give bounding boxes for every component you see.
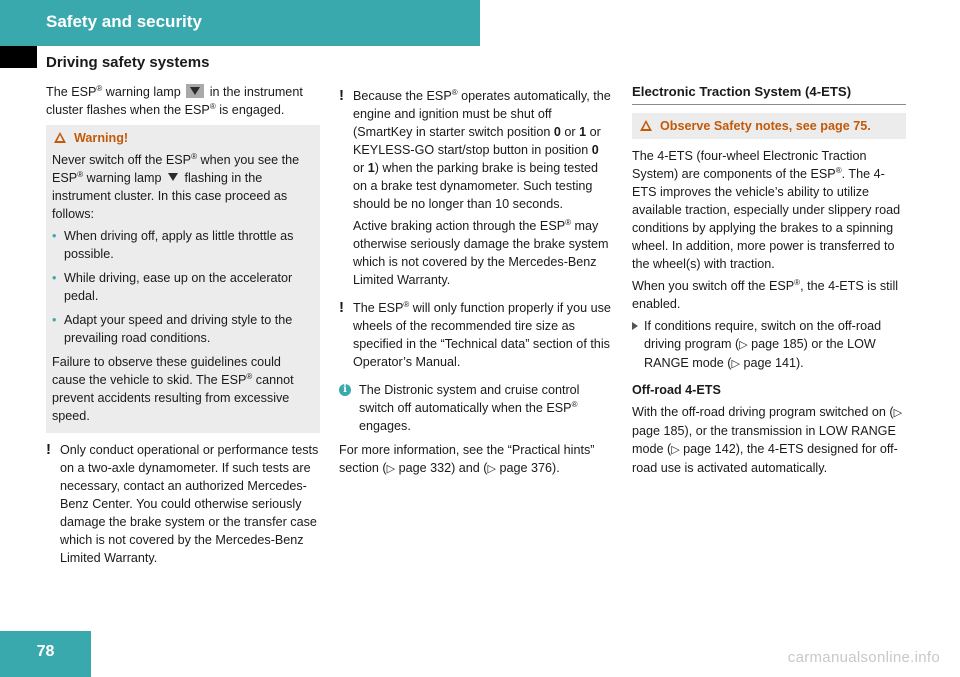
- page-number-box: [0, 631, 91, 677]
- info-icon: i: [339, 384, 351, 396]
- caution-note-continued: Active braking action through the ESP® may otherwise seriously damage the brake system which is not covered by the Mercedes-Benz Limited Warranty.: [353, 217, 609, 287]
- column-3: [632, 83, 906, 481]
- warning-text: Never switch off the ESP® when you see the ESP® warning lamp flashing in the instrument cluster. In this case proceed as follows:: [52, 151, 300, 221]
- instruction-step: If conditions require, switch on the off-road driving program (▷ page 185) or the LOW RANGE mode (▷ page 141).: [632, 317, 906, 373]
- exclamation-icon: !: [46, 441, 51, 458]
- esp-warning-lamp-icon: [186, 84, 204, 98]
- ets-esp-off: When you switch off the ESP®, the 4-ETS is still enabled.: [632, 277, 899, 311]
- exclamation-icon: !: [339, 87, 344, 104]
- warning-box: [46, 125, 320, 433]
- list-item: • While driving, ease up on the accelerator pedal.: [52, 271, 293, 303]
- watermark: carmanualsonline.info: [787, 649, 940, 666]
- step-arrow-icon: [632, 317, 644, 373]
- ets-description: The 4-ETS (four-wheel Electronic Traction System) are components of the ESP®. The 4-ETS improves the vehicle’s ability to utilize available traction, especially under slippery road conditions by applying the brakes to a spinning wheel. In addition, more power is transferred to the wheel(s) with traction.: [632, 149, 901, 271]
- esp-intro: The ESP® warning lamp in the instrument cluster flashes when the ESP® is engaged.: [46, 83, 303, 117]
- offroad-text: With the off-road driving program switched on (▷ page 185), or the transmission in LOW RANGE mode (▷ page 142), the 4-ETS designed for off-road use is activated automatically.: [632, 405, 903, 475]
- offroad-heading: Off-road 4-ETS: [632, 383, 721, 397]
- more-info: For more information, see the “Practical hints” section (▷ page 332) and (▷ page 376).: [339, 443, 595, 475]
- warning-triangle-icon: [54, 132, 66, 143]
- column-2: [339, 83, 613, 482]
- observe-safety-heading: Observe Safety notes, see page 75.: [638, 117, 900, 135]
- column-1: [46, 83, 320, 571]
- esp-warning-lamp-icon: [167, 170, 179, 184]
- warning-consequence: Failure to observe these guidelines could cause the vehicle to skid. The ESP® cannot prevent accidents resulting from excessive speed.: [52, 355, 294, 423]
- exclamation-icon: !: [339, 299, 344, 316]
- warning-triangle-icon: [640, 120, 652, 131]
- section-title: Safety and security: [46, 12, 202, 31]
- caution-note: ! The ESP® will only function properly if you use wheels of the recommended tire size as specified in the “Technical data” section of this Operator’s Manual.: [339, 299, 611, 369]
- page-title: Driving safety systems: [46, 54, 210, 71]
- page-number: 78: [36, 643, 55, 660]
- caution-note: ! Only conduct operational or performance tests on a two-axle dynamometer. If such tests are necessary, contact an authorized Mercedes-Benz Center. You could otherwise seriously damage the brake system or the transfer case which is not covered by the Mercedes-Benz Limited Warranty.: [46, 441, 319, 565]
- section-marker: [0, 46, 37, 68]
- observe-safety-box: [632, 113, 906, 139]
- warning-heading: Warning!: [52, 129, 314, 147]
- section-heading: Electronic Traction System (4-ETS): [632, 83, 906, 105]
- list-item: • Adapt your speed and driving style to the prevailing road conditions.: [52, 313, 293, 345]
- info-note: i The Distronic system and cruise control switch off automatically when the ESP® engages.: [339, 381, 613, 435]
- caution-note: ! Because the ESP® operates automatically, the engine and ignition must be shut off (SmartKey in starter switch position 0 or 1 or KEYLESS-GO start/stop button in position 0 or 1) when the parking brake is being tested on a brake test dynamometer. Such testing should be no longer than 10 seconds.: [339, 87, 611, 211]
- list-item: • When driving off, apply as little throttle as possible.: [52, 229, 294, 261]
